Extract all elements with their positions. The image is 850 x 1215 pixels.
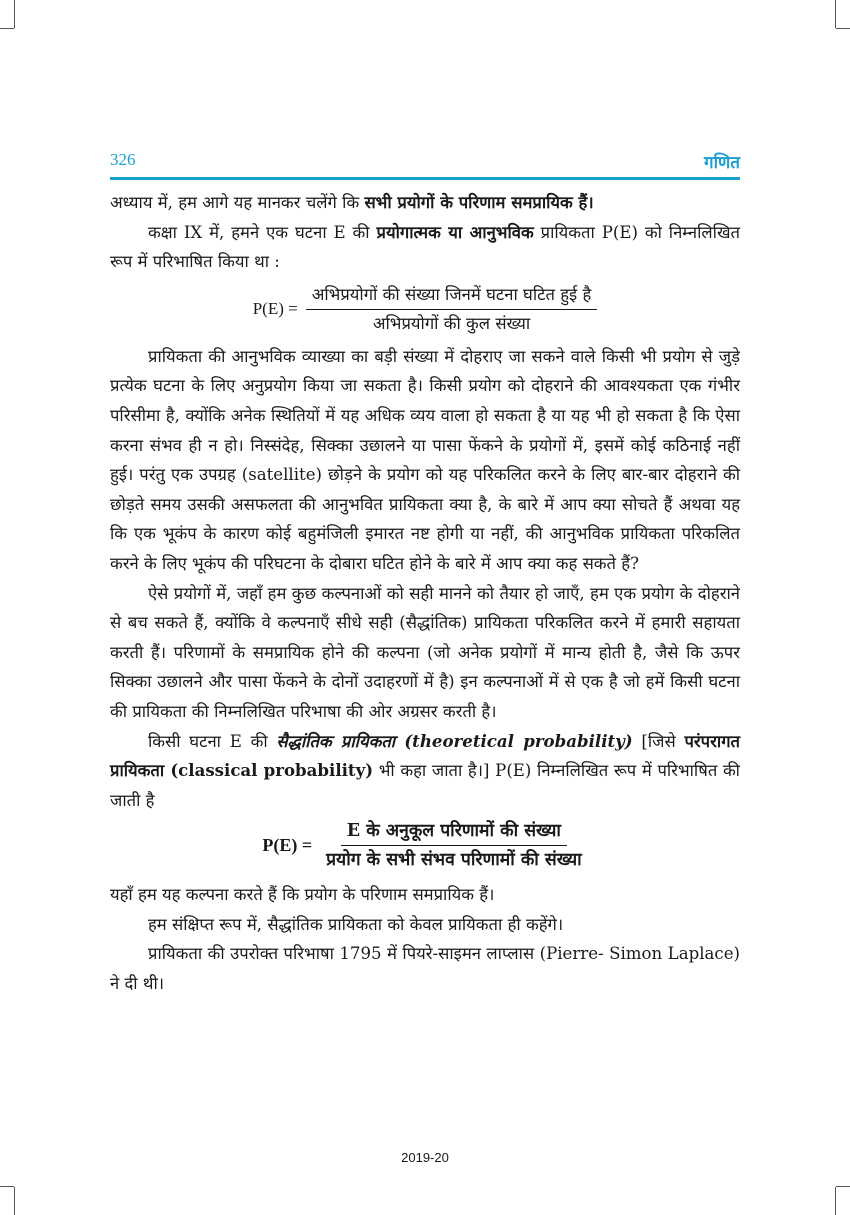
- paragraph: [110, 218, 740, 277]
- chapter-title: गणित: [704, 153, 740, 173]
- paragraph: यहाँ हम यह कल्पना करते हैं कि प्रयोग के परिणाम समप्रायिक हैं।: [110, 885, 495, 905]
- bold-term: परंपरागत प्रायिकता (classical probability): [110, 730, 740, 781]
- text-run: अध्याय में, हम आगे यह मानकर चलेंगे कि: [110, 193, 365, 212]
- crop-mark: [836, 28, 850, 29]
- bold-text: सभी प्रयोगों के परिणाम समप्रायिक हैं।: [364, 192, 594, 212]
- text-run: किसी घटना E की: [148, 731, 277, 751]
- crop-mark: [14, 0, 15, 28]
- paragraph: हम संक्षिप्त रूप में, सैद्धांतिक प्रायिकता को केवल प्रायिकता ही कहेंगे।: [148, 914, 564, 934]
- crop-mark: [836, 1186, 850, 1187]
- formula-lhs: P(E) =: [252, 299, 298, 319]
- fraction: [306, 283, 598, 336]
- fraction-denominator: अभिप्रयोगों की कुल संख्या: [372, 313, 531, 333]
- bold-italic-term: सैद्धांतिक प्रायिकता (theoretical probability): [276, 730, 633, 751]
- crop-mark: [835, 0, 836, 28]
- bold-text: प्रयोगात्मक या आनुभविक: [376, 221, 534, 242]
- paragraph: ऐसे प्रयोगों में, जहाँ हम कुछ कल्पनाओं को सही मानने को तैयार हो जाएँ, हम एक प्रयोग के दोहराने से बच सकते हैं, क्योंकि वे कल्पनाएँ सीधे सही (सैद्धांतिक) प्रायिकता परिकलित करने में हमारी सहायता करती हैं। परिणामों के समप्रायिक होने की कल्पना (जो अनेक प्रयोगों में मान्य होती है, जैसे कि ऊपर सिक्का उछालने और पासा फेंकने के दोनों उदाहरणों में है) इन कल्पनाओं में से एक है जो हमें किसी घटना की प्रायिकता की निम्नलिखित परिभाषा की ओर अग्रसर करती है।: [110, 583, 740, 721]
- text-run: [जिसे: [632, 731, 685, 751]
- fraction-numerator: अभिप्रयोगों की संख्या जिनमें घटना घटित हुई है: [306, 283, 598, 310]
- crop-mark: [0, 28, 14, 29]
- header-rule: [110, 177, 740, 180]
- fraction-denominator: प्रयोग के सभी संभव परिणामों की संख्या: [326, 850, 582, 871]
- theoretical-probability-formula: [110, 819, 740, 872]
- page-footer: 2019-20: [401, 1150, 449, 1165]
- empirical-probability-formula: [110, 283, 740, 336]
- paragraph: प्रायिकता की आनुभविक व्याख्या का बड़ी संख्या में दोहराए जा सकने वाले किसी भी प्रयोग से जुड़े प्रत्येक घटना के लिए अनुप्रयोग किया जा सकता है। किसी प्रयोग को दोहराने की आवश्यकता एक गंभीर परिसीमा है, क्योंकि अनेक स्थितियों में यह अधिक व्यय वाला हो सकता है या यह भी हो सकता है कि ऐसा करना संभव ही न हो। निस्संदेह, सिक्का उछालने या पासा फेंकने के प्रयोगों में, इसमें कोई कठिनाई नहीं हुई। परंतु एक उपग्रह (satellite) छोड़ने के प्रयोग को यह परिकलित करने के लिए बार-बार दोहराने की छोड़ते समय उसकी असफलता की आनुभवित प्रायिकता क्या है, के बारे में आप क्या सोचते हैं अथवा यह कि एक भूकंप के कारण कोई बहुमंजिली इमारत नष्ट होगी या नहीं, की आनुभविक प्रायिकता परिकलित करने के लिए भूकंप की परिघटना के दोबारा घटित होने के बारे में आप क्या कह सकते हैं?: [110, 346, 740, 573]
- page-header: [110, 150, 740, 178]
- paragraph: [110, 727, 740, 816]
- crop-mark: [14, 1187, 15, 1215]
- text-run: कक्षा IX में, हमने एक घटना E की: [148, 222, 377, 242]
- formula-lhs: P(E) =: [262, 834, 313, 855]
- crop-mark: [835, 1187, 836, 1215]
- page-number: 326: [110, 150, 136, 169]
- paragraph: प्रायिकता की उपरोक्त परिभाषा 1795 में पियरे-साइमन लाप्लास (Pierre- Simon Laplace) ने दी थी।: [110, 944, 740, 994]
- paragraph: [110, 188, 740, 218]
- fraction-numerator: E के अनुकूल परिणामों की संख्या: [341, 819, 567, 846]
- crop-mark: [0, 1186, 14, 1187]
- fraction: [320, 819, 588, 872]
- text-run: प्रायिकता P(E) को निम्नलिखित रूप में परिभाषित किया था :: [110, 222, 740, 272]
- text-run: भी कहा जाता है।] P(E) निम्नलिखित रूप में परिभाषित की जाती है: [110, 761, 740, 810]
- page-body: [110, 188, 740, 999]
